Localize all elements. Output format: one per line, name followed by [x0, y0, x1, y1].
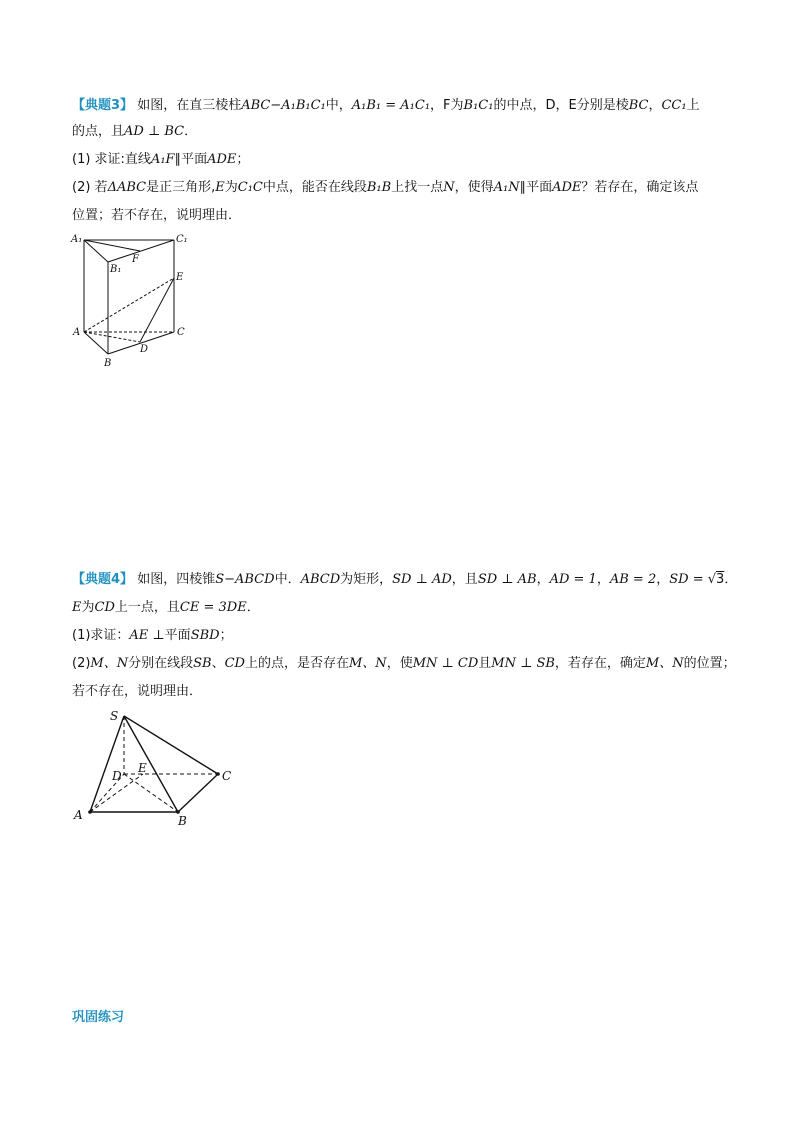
label-e: E [138, 761, 147, 775]
label-f: F [132, 254, 139, 265]
p3-tag: 【典题3】 [72, 98, 134, 113]
p3-question-1: (1) 求证:直线A₁F∥平面ADE； [72, 152, 250, 167]
label-d: D [112, 769, 122, 783]
label-b: B [178, 814, 187, 828]
p3-question-2: (2) 若ΔABC是正三角形,E为C₁C中点，能否在线段B₁B上找一点N，使得A₁N∥平面ADE？若存在，确定该点 [72, 180, 699, 195]
edge-s-b [124, 716, 178, 812]
label-s: S [110, 709, 119, 723]
prism-figure [60, 228, 200, 374]
p3-question-2-cont: 位置；若不存在，说明理由． [72, 208, 242, 223]
label-a: A [73, 327, 81, 338]
p4-line-1: 【典题4】 如图，四棱锥S−ABCD中．ABCD为矩形，SD ⊥ AD，且SD ⊥ AB，AD = 1，AB = 2，SD = √3． [72, 572, 738, 587]
edge-a1-b1 [84, 240, 108, 262]
label-d: D [140, 344, 149, 355]
hidden-edge-a-e [84, 278, 174, 332]
point-c [216, 772, 220, 776]
label-b: B [104, 358, 112, 369]
point-a [88, 810, 92, 814]
section-title-consolidation: 巩固练习 [72, 1010, 125, 1025]
p4-question-1: (1)求证：AE ⊥平面SBD； [72, 628, 233, 643]
label-a: A [74, 808, 83, 822]
p4-line-2: E为CD上一点，且CE = 3DE． [72, 600, 260, 615]
hidden-edge-d-b [124, 774, 178, 812]
label-c: C [222, 769, 232, 783]
label-a1: A₁ [71, 234, 83, 245]
p4-question-2: (2)M、N分别在线段SB、CD上的点，是否存在M、N，使MN ⊥ CD且MN ⊥ SB，若存在，确定M、N的位置； [72, 656, 736, 671]
p3-line-1: 【典题3】 如图，在直三棱柱ABC−A₁B₁C₁中，A₁B₁ = A₁C₁，F为B₁C₁的中点，D，E分别是棱BC，CC₁上 [72, 98, 700, 113]
p4-question-2-cont: 若不存在，说明理由． [72, 684, 203, 699]
label-e: E [176, 272, 184, 283]
p3-line-2: 的点，且AD ⊥ BC． [72, 124, 198, 139]
edge-s-a [90, 716, 124, 812]
pyramid-figure [68, 706, 248, 830]
edge-a1-f [84, 240, 140, 251]
hidden-edge-a-d [84, 332, 140, 342]
label-c: C [177, 327, 185, 338]
label-c1: C₁ [176, 234, 188, 245]
edge-b-c [178, 774, 218, 812]
p4-tag: 【典题4】 [72, 572, 134, 587]
edge-b1-c1 [108, 240, 174, 262]
label-b1: B₁ [110, 264, 122, 275]
